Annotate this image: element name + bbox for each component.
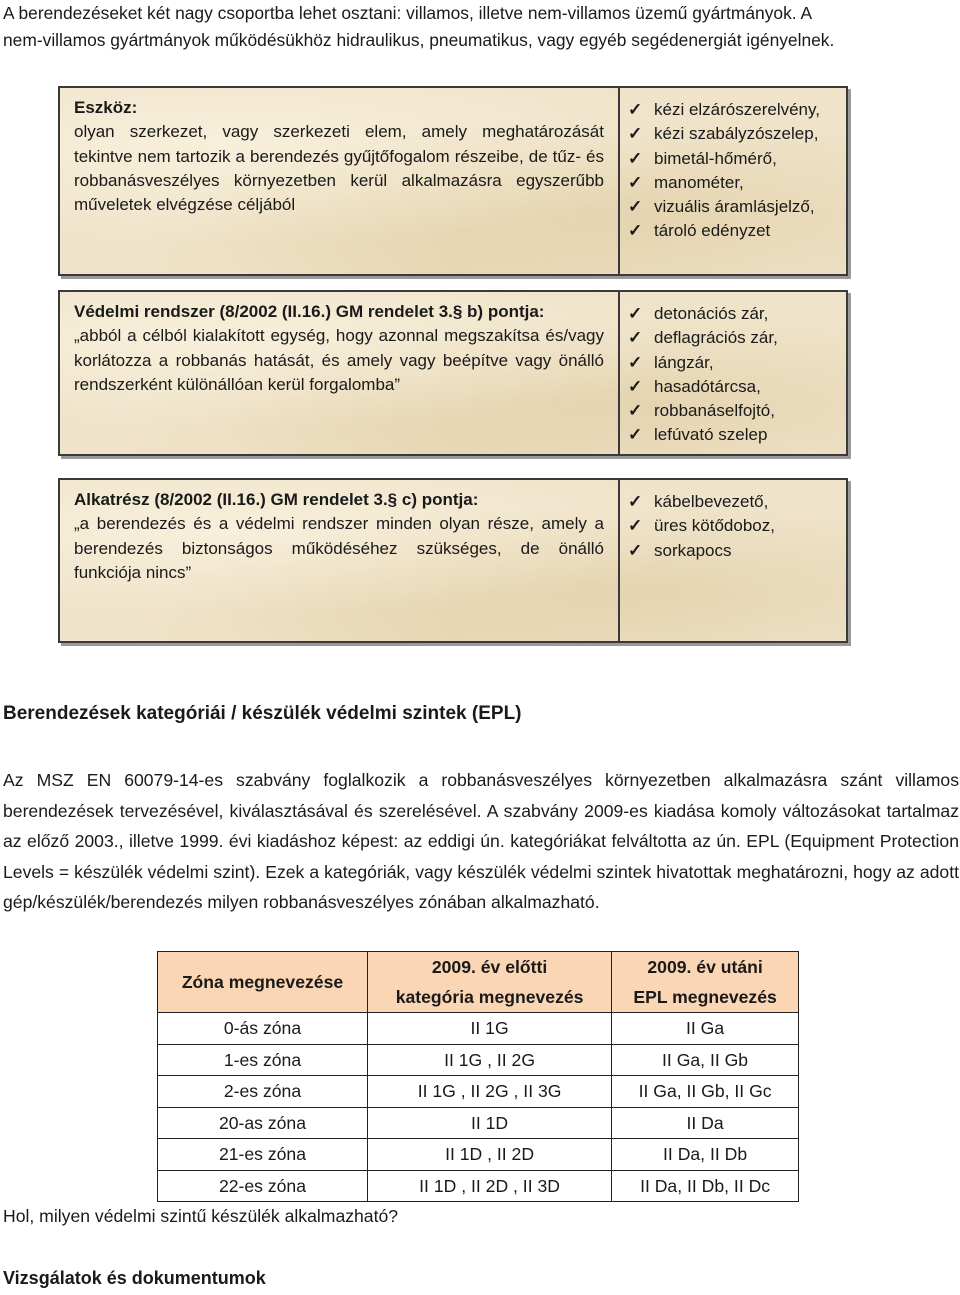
table-row [158, 1013, 799, 1045]
table-row [158, 1139, 799, 1171]
table-cell: 22-es zóna [158, 1170, 368, 1202]
list-item: ✓ vizuális áramlásjelző, [628, 195, 842, 219]
examples-cell [620, 88, 846, 274]
list-item: ✓ detonációs zár, [628, 302, 842, 326]
table-cell: II 1D [367, 1107, 611, 1139]
column-header: 2009. év utáni EPL megnevezés [612, 952, 799, 1013]
epl-table [157, 951, 799, 1202]
list-item: ✓ kábelbevezető, [628, 490, 842, 514]
table-row [158, 1044, 799, 1076]
table-cell: II 1G , II 2G [367, 1044, 611, 1076]
table-cell: 0-ás zóna [158, 1013, 368, 1045]
list-item: ✓ üres kötődoboz, [628, 514, 842, 538]
table-cell: 21-es zóna [158, 1139, 368, 1171]
checkmark-icon: ✓ [628, 492, 643, 511]
intro-paragraph [3, 0, 959, 54]
table-cell: II Da [612, 1107, 799, 1139]
section-title: Berendezések kategóriái / készülék védelmi szintek (EPL) [3, 703, 522, 724]
definition-box-alkatresz [58, 478, 848, 643]
intro-line-2: nem-villamos gyártmányok működésükhöz hidraulikus, pneumatikus, vagy egyéb segédenergiát igényelnek. [3, 30, 835, 50]
definition-text-cell [60, 292, 620, 454]
definition-text: „abból a célból kialakított egység, hogy azonnal megszakítsa és/vagy korlátozza a robbanás hatását, és amely vagy beépítve vagy önálló rendszerként különállóan kerül forgalomba” [74, 326, 604, 394]
checkmark-icon: ✓ [628, 148, 643, 168]
column-header: Zóna megnevezése [158, 952, 368, 1013]
list-item: ✓ kézi elzárószerelvény, [628, 98, 842, 122]
list-item: ✓ hasadótárcsa, [628, 375, 842, 399]
list-item: ✓ lefúvató szelep [628, 423, 842, 447]
table-row [158, 1076, 799, 1108]
list-item: ✓ robbanáselfojtó, [628, 399, 842, 423]
table-cell: II 1D , II 2D , II 3D [367, 1170, 611, 1202]
list-item: ✓ deflagrációs zár, [628, 326, 842, 350]
checkmark-icon: ✓ [628, 376, 643, 396]
checkmark-icon: ✓ [628, 304, 643, 323]
checkmark-icon: ✓ [628, 516, 643, 536]
examples-cell [620, 480, 846, 641]
table-header-row [158, 952, 799, 1013]
list-item: ✓ tároló edényzet [628, 219, 842, 243]
checkmark-icon: ✓ [628, 124, 643, 144]
examples-list [628, 490, 842, 563]
table-cell: 1-es zóna [158, 1044, 368, 1076]
definition-box-vedelmi-rendszer [58, 290, 848, 456]
checkmark-icon: ✓ [628, 172, 643, 192]
checkmark-icon: ✓ [628, 540, 643, 560]
definition-heading: Védelmi rendszer (8/2002 (II.16.) GM rendelet 3.§ b) pontja: [74, 302, 545, 321]
checkmark-icon: ✓ [628, 328, 643, 348]
body-paragraph: Az MSZ EN 60079-14-es szabvány foglalkozik a robbanásveszélyes környezetben alkalmazásra szánt villamos berendezések tervezésével, kiválasztásával és szerelésével. A szabvány 2009-es kiadása komoly változásokat tartalmaz az előző 2003., illetve 1999. évi kiadáshoz képest: az eddigi ún. kategóriákat felváltotta az ún. EPL (Equipment Protection Levels = készülék védelmi szint). Ezek a kategóriák, vagy készülék védelmi szintek hivatottak meghatározni, hogy az adott gép/készülék/berendezés milyen robbanásveszélyes zónában alkalmazható. [3, 770, 959, 913]
examples-cell [620, 292, 846, 454]
table-cell: II Ga, II Gb [612, 1044, 799, 1076]
list-item: ✓ bimetál-hőmérő, [628, 147, 842, 171]
checkmark-icon: ✓ [628, 197, 643, 217]
table-cell: 2-es zóna [158, 1076, 368, 1108]
subsection-title: Vizsgálatok és dokumentumok [3, 1268, 266, 1288]
definition-text: „a berendezés és a védelmi rendszer minden olyan része, amely a berendezés biztonságos működéséhez szükséges, de önálló funkciója nincs” [74, 514, 604, 582]
examples-list [628, 98, 842, 244]
table-row [158, 1107, 799, 1139]
checkmark-icon: ✓ [628, 425, 643, 445]
definition-heading: Eszköz: [74, 98, 138, 117]
checkmark-icon: ✓ [628, 401, 643, 421]
definition-text-cell [60, 88, 620, 274]
question-text: Hol, milyen védelmi szintű készülék alkalmazható? [3, 1206, 399, 1226]
definition-box-eszkoz [58, 86, 848, 276]
list-item: ✓ lángzár, [628, 351, 842, 375]
column-header: 2009. év előtti kategória megnevezés [367, 952, 611, 1013]
definition-text: olyan szerkezet, vagy szerkezeti elem, amely meghatározását tekintve nem tartozik a berendezés gyűjtőfogalom részeibe, de tűz- és robbanásveszélyes környezetben kerül alkalmazásra egyszerűbb műveletek elvégzése céljából [74, 122, 604, 215]
list-item: ✓ manométer, [628, 171, 842, 195]
checkmark-icon: ✓ [628, 352, 643, 372]
intro-line-1: A berendezéseket két nagy csoportba lehet osztani: villamos, illetve nem-villamos üzemű gyártmányok. A [3, 3, 813, 23]
table-cell: II Ga, II Gb, II Gc [612, 1076, 799, 1108]
table-cell: 20-as zóna [158, 1107, 368, 1139]
list-item: ✓ sorkapocs [628, 539, 842, 563]
table-cell: II 1G , II 2G , II 3G [367, 1076, 611, 1108]
definition-text-cell [60, 480, 620, 641]
list-item: ✓ kézi szabályzószelep, [628, 122, 842, 146]
table-cell: II Da, II Db, II Dc [612, 1170, 799, 1202]
table-cell: II 1G [367, 1013, 611, 1045]
table-cell: II Da, II Db [612, 1139, 799, 1171]
examples-list [628, 302, 842, 448]
definition-heading: Alkatrész (8/2002 (II.16.) GM rendelet 3.§ c) pontja: [74, 490, 479, 509]
table-cell: II Ga [612, 1013, 799, 1045]
checkmark-icon: ✓ [628, 100, 643, 119]
table-cell: II 1D , II 2D [367, 1139, 611, 1171]
table-row [158, 1170, 799, 1202]
checkmark-icon: ✓ [628, 221, 643, 241]
